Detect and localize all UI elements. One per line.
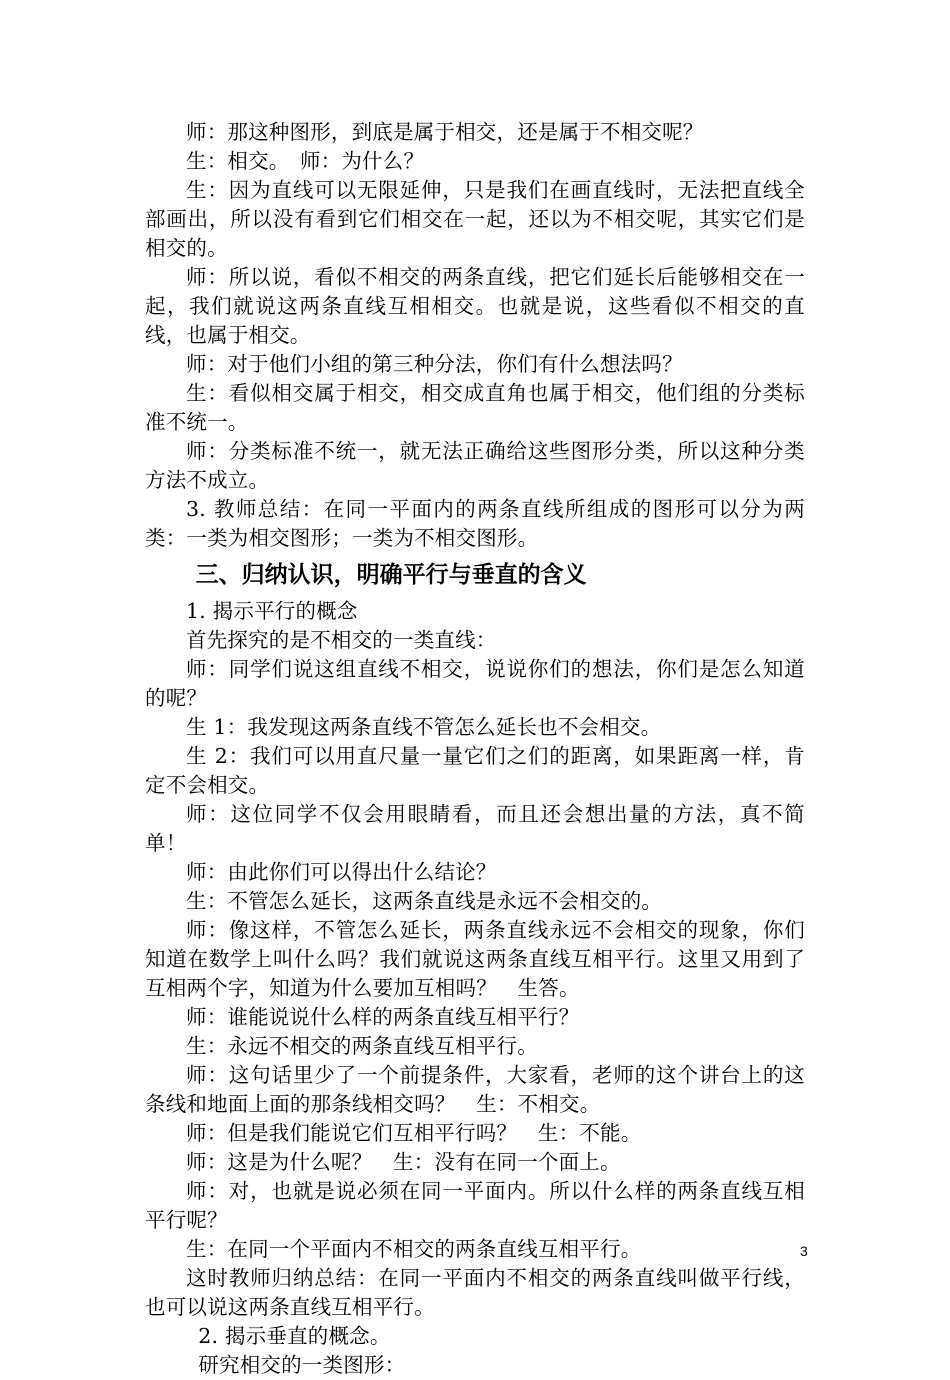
paragraph: 这时教师归纳总结：在同一平面内不相交的两条直线叫做平行线，也可以说这两条直线互相平行。 (145, 1266, 805, 1319)
paragraph: 师：对，也就是说必须在同一平面内。所以什么样的两条直线互相平行呢？ (145, 1179, 805, 1232)
paragraph: 师：所以说，看似不相交的两条直线，把它们延长后能够相交在一起，我们就说这两条直线互相相交。也就是说，这些看似不相交的直线，也属于相交。 (145, 265, 805, 347)
document-body (145, 118, 805, 1380)
paragraph: 师：那这种图形，到底是属于相交，还是属于不相交呢？ (186, 120, 704, 144)
paragraph: 师：同学们说这组直线不相交，说说你们的想法，你们是怎么知道的呢？ (145, 657, 805, 710)
paragraph: 生 2：我们可以用直尺量一量它们之们的距离，如果距离一样，肯定不会相交。 (145, 744, 805, 797)
paragraph: 1. 揭示平行的概念 (186, 599, 358, 623)
section-heading: 三、归纳认识，明确平行与垂直的含义 (195, 562, 587, 588)
paragraph: 3. 教师总结：在同一平面内的两条直线所组成的图形可以分为两类：一类为相交图形；一类为不相交图形。 (145, 497, 805, 550)
paragraph: 师：这是为什么呢？ 生：没有在同一个面上。 (186, 1150, 621, 1174)
paragraph: 研究相交的一类图形： (198, 1353, 406, 1377)
paragraph: 生 1：我发现这两条直线不管怎么延长也不会相交。 (186, 715, 662, 739)
paragraph: 师：对于他们小组的第三种分法，你们有什么想法吗？ (186, 352, 683, 376)
paragraph: 2. 揭示垂直的概念。 (198, 1324, 391, 1348)
paragraph: 生：在同一个平面内不相交的两条直线互相平行。 (186, 1237, 642, 1261)
paragraph: 生：永远不相交的两条直线互相平行。 (186, 1034, 538, 1058)
paragraph: 师：谁能说说什么样的两条直线互相平行？ (186, 1005, 580, 1029)
paragraph: 生：相交。 师：为什么？ (186, 149, 425, 173)
paragraph: 生：因为直线可以无限延伸，只是我们在画直线时，无法把直线全部画出，所以没有看到它们相交在一起，还以为不相交呢，其实它们是相交的。 (145, 178, 805, 260)
paragraph: 师：像这样，不管怎么延长，两条直线永远不会相交的现象，你们知道在数学上叫什么吗？我们就说这两条直线互相平行。这里又用到了互相两个字，知道为什么要加互相吗？ 生答。 (145, 918, 805, 1000)
paragraph: 师：但是我们能说它们互相平行吗？ 生：不能。 (186, 1121, 642, 1145)
paragraph: 师：分类标准不统一，就无法正确给这些图形分类，所以这种分类方法不成立。 (145, 439, 805, 492)
paragraph: 生：不管怎么延长，这两条直线是永远不会相交的。 (186, 889, 663, 913)
paragraph: 首先探究的是不相交的一类直线： (186, 628, 497, 652)
paragraph: 生：看似相交属于相交，相交成直角也属于相交，他们组的分类标准不统一。 (145, 381, 805, 434)
paragraph: 师：这位同学不仅会用眼睛看，而且还会想出量的方法，真不简单！ (145, 802, 805, 855)
paragraph: 师：这句话里少了一个前提条件，大家看，老师的这个讲台上的这条线和地面上面的那条线相交吗？ 生：不相交。 (145, 1063, 805, 1116)
page-number: 3 (800, 1243, 808, 1259)
paragraph: 师：由此你们可以得出什么结论？ (186, 860, 497, 884)
